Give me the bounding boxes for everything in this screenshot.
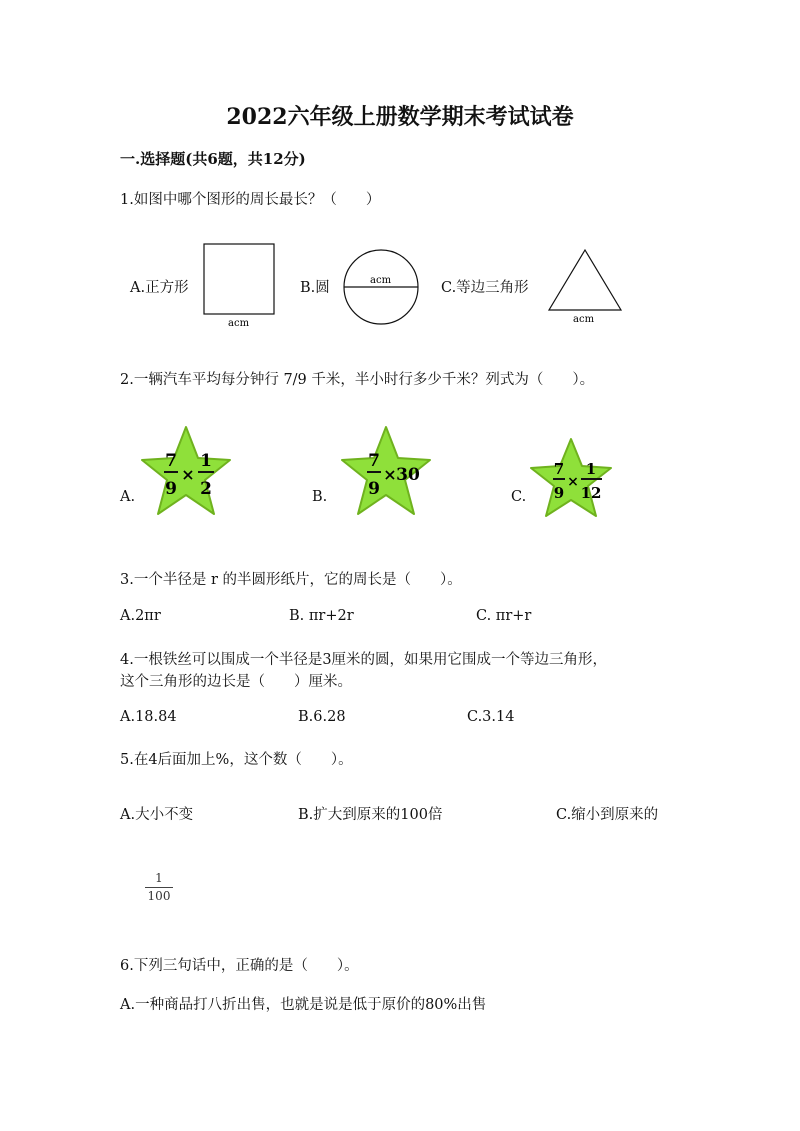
star-c-num1: 7: [553, 460, 565, 478]
q3-option-b: B. πr+2r: [289, 608, 354, 624]
q4-option-b: B.6.28: [298, 709, 346, 725]
fraction-numerator: 1: [155, 871, 163, 885]
question-1-stem: 1.如图中哪个图形的周长最长？（ ）: [120, 192, 381, 208]
q5-option-a: A.大小不变: [120, 807, 194, 823]
section-heading: 一.选择题(共6题，共12分): [120, 150, 306, 168]
circle-diameter-label: acm: [370, 275, 392, 286]
star-b-op: ×: [383, 465, 397, 484]
q1-option-b: B.圆: [300, 280, 330, 296]
star-b-num1: 7: [368, 451, 380, 471]
star-a-num2: 1: [200, 451, 212, 471]
q6-option-a: A.一种商品打八折出售，也就是说是低于原价的80%出售: [120, 997, 487, 1013]
q2-option-c: C.: [511, 489, 527, 505]
square-shape: [204, 244, 274, 314]
fraction-denominator: 100: [147, 889, 171, 903]
question-4-stem-line2: 这个三角形的边长是（ ）厘米。: [120, 674, 352, 690]
fraction-bar: [145, 887, 173, 888]
star-b-den1: 9: [368, 479, 380, 499]
q5-option-c: C.缩小到原来的: [556, 807, 659, 823]
question-4-stem-line1: 4.一根铁丝可以围成一个半径是3厘米的圆，如果用它围成一个等边三角形，: [120, 652, 608, 668]
star-a-num1: 7: [165, 451, 177, 471]
triangle-side-label: acm: [573, 314, 595, 325]
star-c-den1: 9: [553, 484, 565, 502]
square-side-label: acm: [228, 318, 250, 329]
question-3-stem: 3.一个半径是 r 的半圆形纸片，它的周长是（ ）。: [120, 572, 462, 588]
star-option-c: [527, 436, 615, 522]
triangle-figure: [545, 248, 625, 326]
q2-option-b: B.: [312, 489, 328, 505]
q4-option-c: C.3.14: [467, 709, 515, 725]
page-title: 2022六年级上册数学期末考试试卷: [226, 104, 574, 130]
star-a-den1: 9: [165, 479, 177, 499]
question-2-stem: 2.一辆汽车平均每分钟行 7/9 千米，半小时行多少千米？列式为（ ）。: [120, 372, 595, 388]
triangle-shape: [549, 250, 621, 310]
star-option-b: [336, 424, 436, 520]
q4-option-a: A.18.84: [120, 709, 177, 725]
q1-option-a: A.正方形: [130, 280, 189, 296]
star-a-op: ×: [181, 465, 195, 484]
q1-option-c: C.等边三角形: [441, 280, 529, 296]
star-c-num2: 1: [585, 460, 597, 478]
square-figure: [200, 240, 280, 330]
star-a-den2: 2: [200, 479, 212, 499]
q3-option-a: A.2πr: [120, 608, 161, 624]
star-option-a: [138, 424, 234, 520]
star-b-value: 30: [396, 465, 420, 485]
fraction-one-hundredth: [143, 871, 175, 904]
q5-option-b: B.扩大到原来的100倍: [298, 807, 443, 823]
question-6-stem: 6.下列三句话中，正确的是（ ）。: [120, 958, 359, 974]
star-c-den2: 12: [580, 484, 602, 502]
q2-option-a: A.: [120, 489, 136, 505]
q3-option-c: C. πr+r: [476, 608, 532, 624]
star-c-op: ×: [567, 474, 579, 490]
circle-figure: [340, 246, 422, 328]
question-5-stem: 5.在4后面加上%，这个数（ ）。: [120, 752, 353, 768]
